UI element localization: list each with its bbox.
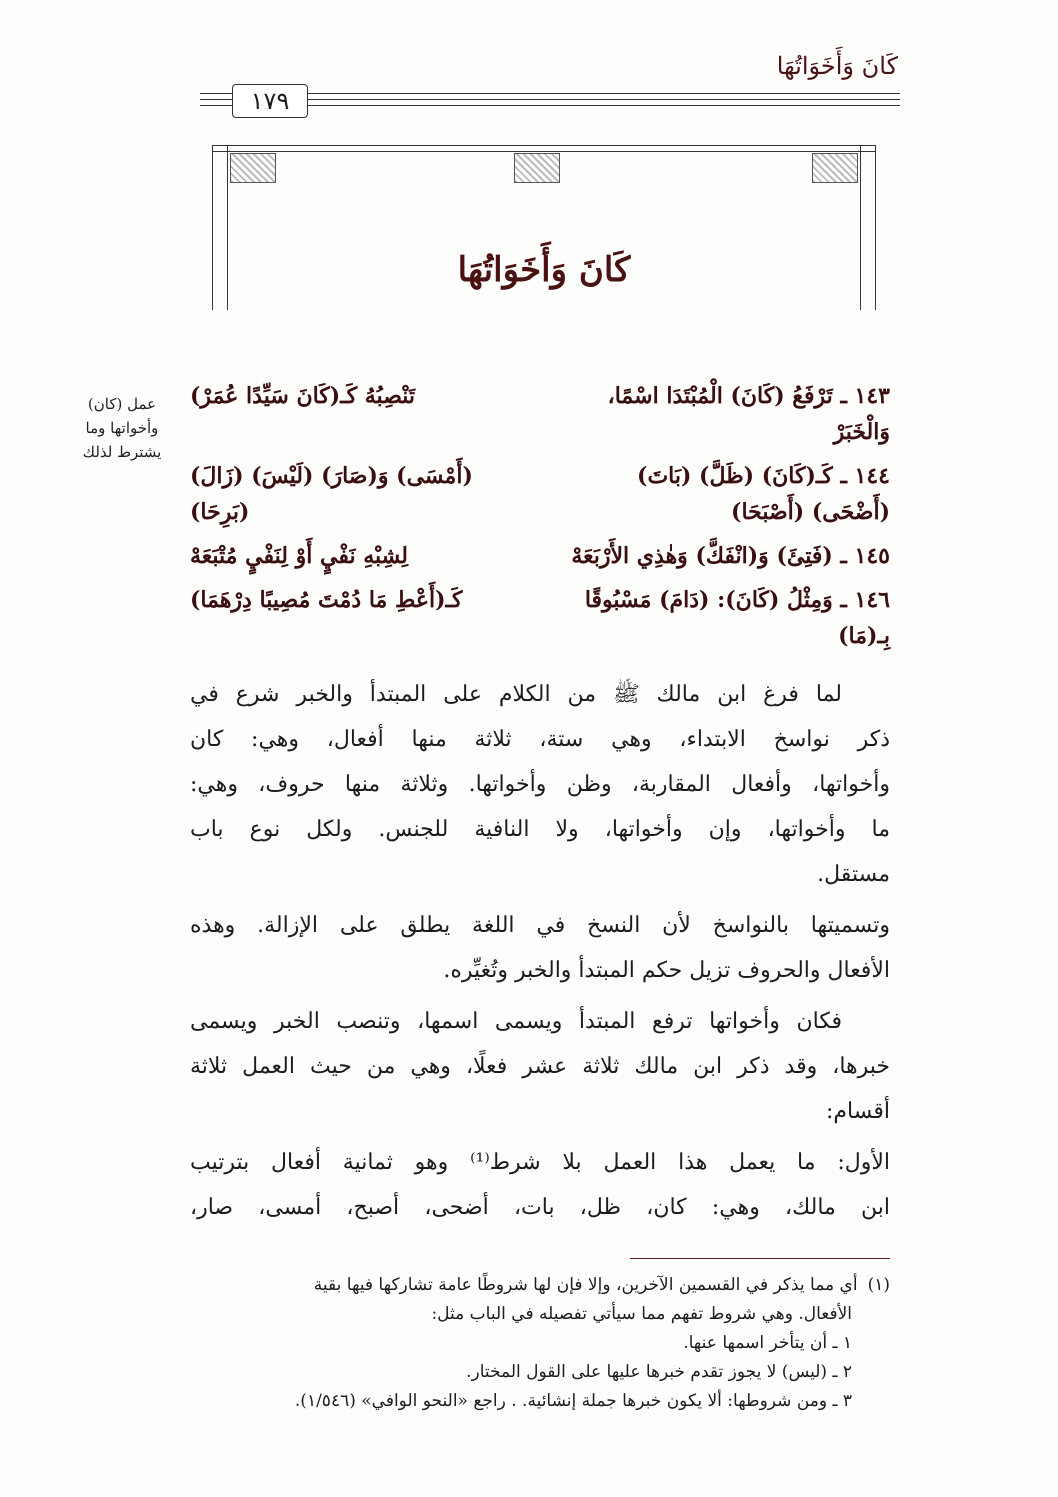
verse-line [190,538,890,574]
verse-first-hemistich: ١٤٦ ـ وَمِثْلُ (كَانَ): (دَامَ) مَسْبُوقًا بِـ(مَا) [584,587,890,649]
page-number: ١٧٩ [232,84,308,118]
footnote-separator [630,1258,890,1259]
footnote-line: ٢ ـ (ليس) لا يجوز تقدم خبرها عليها على القول المختار. [466,1362,852,1382]
text-line: لما فرغ ابن مالك ﷺ من الكلام على المبتدأ والخبر شرع في [190,682,842,707]
verse-first-hemistich: ١٤٥ ـ (فَتِئَ) وَ(انْفَكَّ) وَهٰذِي الأَرْبَعَهْ [571,543,890,569]
verse-second-hemistich: كَـ(أَعْطِ مَا دُمْتَ مُصِيبًا دِرْهَمَا) [190,587,463,613]
margin-note: عمل (كان) وأخواتها وما يشترط لذلك [82,395,162,461]
verse-block [190,378,890,654]
verse-line [190,378,890,450]
verse-line [190,458,890,530]
text-line: ذكر نواسخ الابتداء، وهي ستة، ثلاثة منها أفعال، وهي: كان [190,727,890,752]
text-line: وأخواتها، وأفعال المقاربة، وظن وأخواتها. وثلاثة منها حروف، وهي: [190,772,890,797]
text-line: أقسام: [826,1099,890,1124]
text-line: مستقل. [817,862,890,887]
footnote-line: الأفعال. وهي شروط تفهم مما سيأتي تفصيله في الباب مثل: [431,1304,852,1324]
text-line: فكان وأخواتها ترفع المبتدأ ويسمى اسمها، وتنصب الخبر ويسمى [190,1009,842,1034]
footnotes [190,1271,890,1416]
text-line: ما وأخواتها، وإن وأخواتها، ولا النافية للجنس. ولكل نوع باب [190,817,891,842]
text-line: وتسميتها بالنواسخ لأن النسخ في اللغة يطلق على الإزالة. وهذه [190,913,890,938]
text-line: خبرها، وقد ذكر ابن مالك ثلاثة عشر فعلًا، وهي من حيث العمل ثلاثة [190,1054,890,1079]
verse-second-hemistich: لِشِبْهِ نَفْيٍ أَوْ لِنَفْيٍ مُتْبَعَهْ [190,543,409,569]
text-line: ابن مالك، وهي: كان، ظل، بات، أضحى، أصبح، أمسى، صار، [190,1195,890,1220]
paragraph [190,1140,890,1230]
chapter-title: كَانَ وَأَخَوَاتُهَا [457,250,631,290]
text-line: الأول: ما يعمل هذا العمل بلا شرط⁽¹⁾ وهو ثمانية أفعال بترتيب [190,1150,891,1175]
verse-second-hemistich: تَنْصِبُهُ كَـ(كَانَ سَيِّدًا عُمَرْ) [190,383,416,409]
verse-second-hemistich: (أَمْسَى) وَ(صَارَ) (لَيْسَ) (زَالَ) (بَرِحَا) [190,463,473,525]
footnote [190,1271,890,1300]
footnote-marker: (١) [867,1275,890,1295]
verse-line [190,582,890,654]
paragraph [190,903,890,993]
footnote-line: أي مما يذكر في القسمين الآخرين، وإلا فإن لها شروطًا عامة تشاركها فيها بقية [313,1275,858,1295]
paragraph [190,672,890,897]
main-content [190,0,890,1446]
text-line: الأفعال والحروف تزيل حكم المبتدأ والخبر وتُغيِّره. [443,958,890,983]
paragraph [190,999,890,1134]
footnote-line: ١ ـ أن يتأخر اسمها عنها. [683,1333,852,1353]
verse-first-hemistich: ١٤٤ ـ كَـ(كَانَ) (ظَلَّ) (بَاتَ) (أَضْحَى) (أَصْبَحَا) [637,463,890,525]
footnote-line: ٣ ـ ومن شروطها: ألا يكون خبرها جملة إنشائية. . راجع «النحو الوافي» (١/٥٤٦). [294,1391,852,1411]
running-header: كَانَ وَأَخَوَاتُهَا [776,52,898,80]
body-text [190,672,890,1230]
verse-first-hemistich: ١٤٣ ـ تَرْفَعُ (كَانَ) الْمُبْتَدَا اسْمًا، وَالْخَبَرْ [607,383,890,445]
